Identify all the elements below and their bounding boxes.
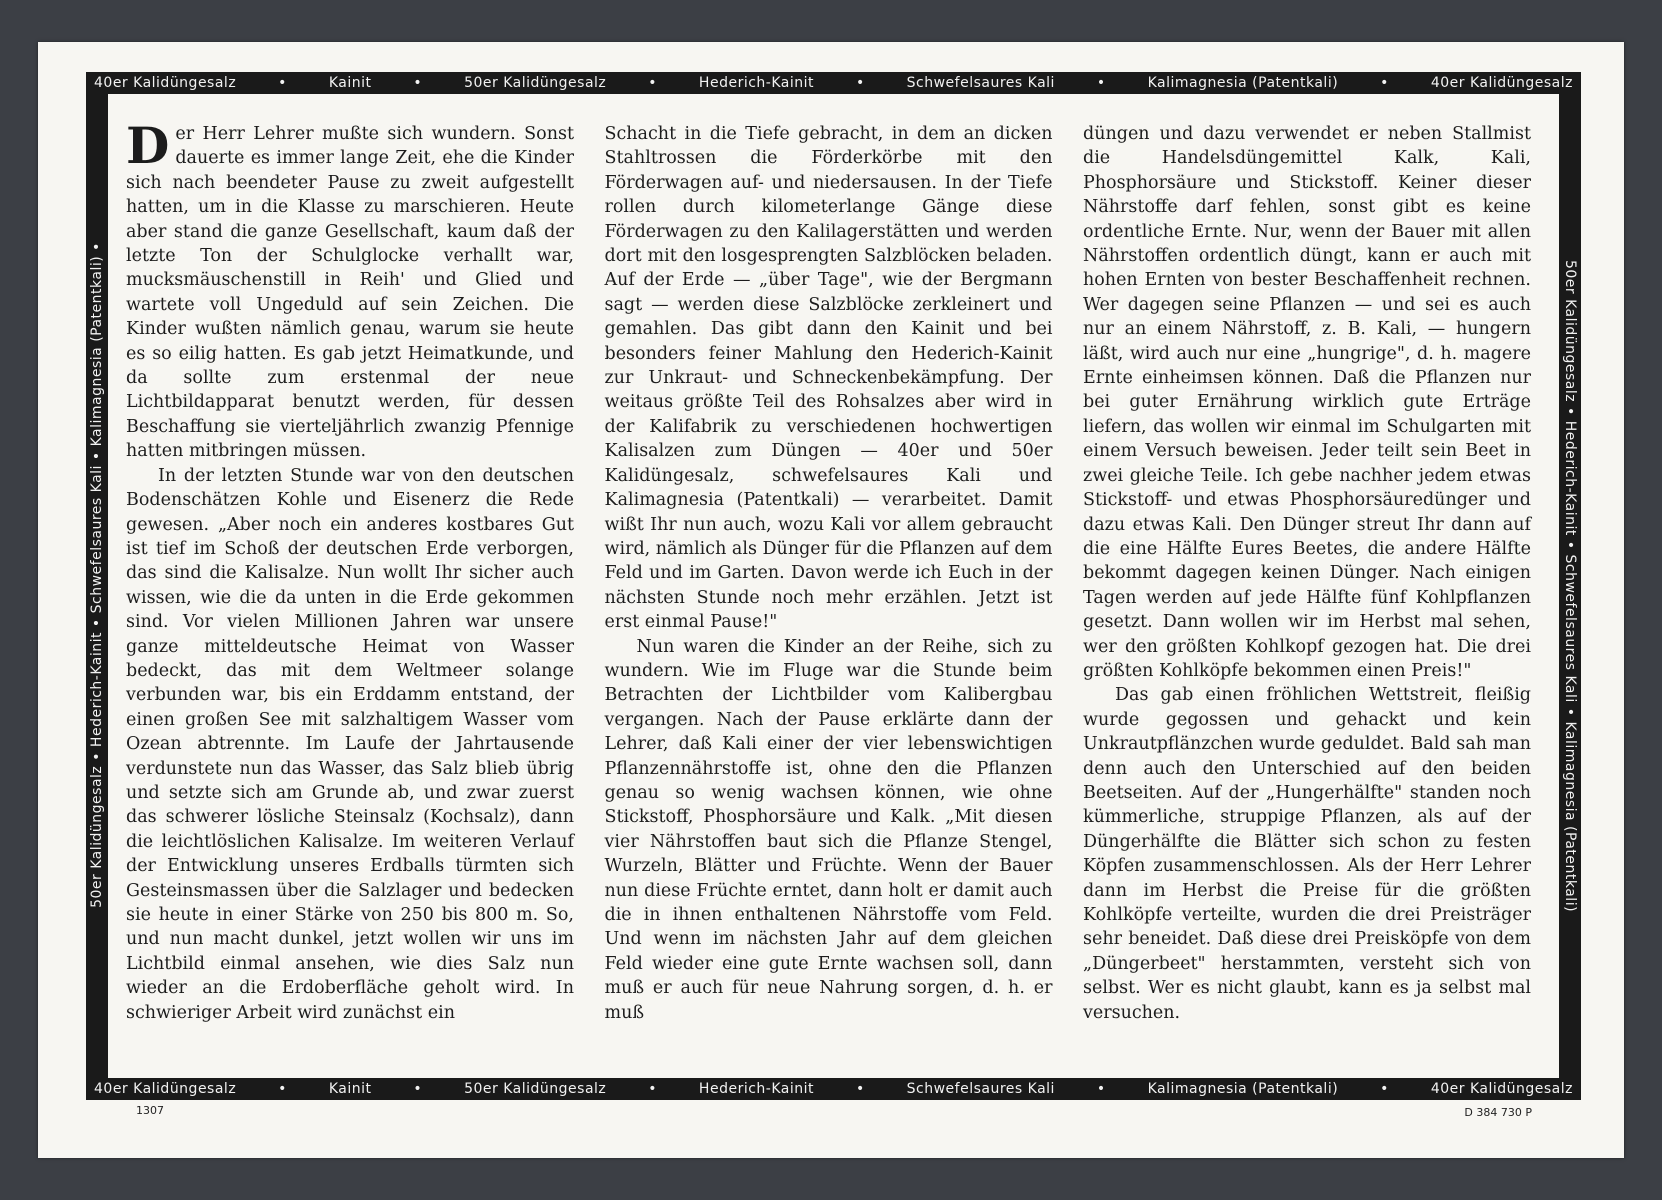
border-item: Schwefelsaures Kali [906,1081,1055,1097]
paragraph: Schacht in die Tiefe gebracht, in dem an dicken Stahltrossen die Förderkörbe mit den Förderwagen auf- und niedersausen. In der Tiefe rollen durch kilometerlange Gänge diese Förderwagen zu den Kalilagerstätten und werden dort mit den losgesprengten Salzblöcken beladen. Auf der Erde — „über Tage", wie der Bergmann sagt — werden diese Salzblöcke zerkleinert und gemahlen. Das gibt dann den Kainit und bei besonders feiner Mahlung den Hederich-Kainit zur Unkraut- und Schneckenbekämpfung. Der weitaus größte Teil des Rohsalzes aber wird in der Kalifabrik zu verschiedenen hochwertigen Kalisalzen zum Düngen — 40er und 50er Kalidüngesalz, schwefelsaures Kali und Kalimagnesia (Patentkali) — verarbeitet. Damit wißt Ihr nun auch, wozu Kali vor allem gebraucht wird, nämlich als Dünger für die Pflanzen auf dem Feld und im Garten. Davon werde ich Euch in der nächsten Stunde noch mehr erzählen. Jetzt ist erst einmal Pause!" [604,124,1053,633]
border-separator: • [1380,1081,1389,1097]
border-top-text [86,72,1581,94]
border-item: Kalimagnesia (Patentkali) [1147,1081,1339,1097]
border-item: Hederich-Kainit [698,1081,814,1097]
border-item: 50er Kalidüngesalz [464,75,607,91]
paragraph [126,116,574,464]
border-separator: • [1096,1081,1106,1097]
border-separator: • [413,1081,423,1097]
column-3 [1083,122,1531,1072]
border-item: 40er Kalidüngesalz [1430,1081,1573,1097]
postcard [38,42,1624,1158]
paragraph: Das gab einen fröhlichen Wettstreit, fleißig wurde gegossen und gehackt und kein Unkrautpflänzchen wurde geduldet. Bald sah man denn auch den Unterschied auf den beiden Beetseiten. Auf der „Hungerhälfte" standen noch kümmerliche, struppige Pflanzen, als auf der Düngerhälfte die Blätter sich schon zu festen Köpfen zusammenschlossen. Als der Herr Lehrer dann im Herbst die Preise für die größten Kohlköpfe verteilte, wurden die drei Preisträger sehr beneidet. Daß diese drei Preisköpfe von dem „Düngerbeet" herstammten, versteht sich von selbst. Wer es nicht glaubt, kann es ja selbst mal versuchen. [1083,685,1531,1023]
border-separator: • [1380,75,1389,91]
column-2 [605,122,1053,1072]
article-body [126,116,1531,1072]
border-separator: • [648,75,657,91]
border-item: Kainit [328,1081,372,1097]
border-item: 50er Kalidüngesalz [464,1081,607,1097]
border-item: 40er Kalidüngesalz [1430,75,1573,91]
border-item: Hederich-Kainit [698,75,814,91]
border-separator: • [278,75,287,91]
border-separator: • [648,1081,657,1097]
border-separator: • [278,1081,287,1097]
border-item: Schwefelsaures Kali [906,75,1055,91]
paragraph: düngen und dazu verwendet er neben Stallmist die Handelsdüngemittel Kalk, Kali, Phosphorsäure und Stickstoff. Keiner dieser Nährstoffe darf fehlen, sonst gibt es keine ordentliche Ernte. Nur, wenn der Bauer mit allen Nährstoffen ordentlich düngt, kann er auch mit hohen Ernten von bester Beschaffenheit rechnen. Wer dagegen seine Pflanzen — und sei es auch nur an einem Nährstoff, z. B. Kali, — hungern läßt, wird auch nur eine „hungrige", d. h. magere Ernte einheimsen können. Daß die Pflanzen nur bei guter Ernährung wirklich gute Erträge liefern, das wollen wir einmal im Schulgarten mit einem Versuch beweisen. Jeder teilt sein Beet in zwei gleiche Teile. Ich gebe nachher jedem etwas Stickstoff- und etwas Phosphorsäuredünger und dazu etwas Kali. Den Dünger streut Ihr dann auf die eine Hälfte Eures Beetes, die andere Hälfte bekommt dagegen keinen Dünger. Nach einigen Tagen werden auf jede Hälfte fünf Kohlpflanzen gesetzt. Dann wollen wir im Herbst mal sehen, wer den größten Kohlkopf gezogen hat. Die drei größten Kohlköpfe bekommen einen Preis!" [1083,124,1531,681]
drop-cap: D [126,116,170,175]
column-1 [126,116,574,1072]
border-left-text: 50er Kalidüngesalz • Hederich-Kainit • Schwefelsaures Kali • Kalimagnesia (Patentkali) • [89,242,105,908]
border-bottom-text [86,1078,1581,1100]
border-separator: • [1096,75,1106,91]
border-item: 40er Kalidüngesalz [94,1081,237,1097]
paragraph-text: er Herr Lehrer mußte sich wundern. Sonst dauerte es immer lange Zeit, ehe die Kinder sich nach beendeter Pause zu zweit aufgestellt hatten, um in die Klasse zu marschieren. Heute aber stand die ganze Gesellschaft, kaum daß der letzte Ton der Schulglocke verhallt war, mucksmäuschenstill in Reih' und Glied und wartete voll Ungeduld auf sein Zeichen. Die Kinder wußten nämlich genau, warum sie heute es so eilig hatten. Es gab jetzt Heimatkunde, und da sollte zum erstenmal der neue Lichtbildapparat benutzt werden, für dessen Beschaffung sie vierteljährlich zwanzig Pfennige hatten mitbringen müssen. [126,124,574,462]
border-item: Kalimagnesia (Patentkali) [1147,75,1339,91]
border-item: 40er Kalidüngesalz [94,75,237,91]
border-separator: • [855,1081,865,1097]
catalog-number: D 384 730 P [1464,1106,1532,1119]
paragraph: In der letzten Stunde war von den deutschen Bodenschätzen Kohle und Eisenerz die Rede gewesen. „Aber noch ein anderes kostbares Gut ist tief im Schoß der deutschen Erde verborgen, das sind die Kalisalze. Nun wollt Ihr sicher auch wissen, wie die da unten in die Erde gekommen sind. Vor vielen Millionen Jahren war unsere ganze mitteldeutsche Heimat von Wasser bedeckt, das mit dem Weltmeer solange verbunden war, bis ein Erddamm entstand, der einen großen See mit salzhaltigem Wasser vom Ozean abtrennte. Im Laufe der Jahrtausende verdunstete nun das Wasser, das Salz blieb übrig und setzte sich am Grunde ab, und zwar zuerst das schwerer lösliche Steinsalz (Kochsalz), dann die leichtlöslichen Kalisalze. Im weiteren Verlauf der Entwicklung unseres Erdballs türmten sich Gesteinsmassen über die Salzlager und bedecken sie heute in einer Stärke von 250 bis 800 m. So, und nun macht dunkel, jetzt wollen wir uns im Lichtbild einmal ansehen, wie dies Salz nun wieder an die Erdoberfläche geholt wird. In schwieriger Arbeit wird zunächst ein [126,465,574,1023]
border-right-text: 50er Kalidüngesalz • Hederich-Kainit • Schwefelsaures Kali • Kalimagnesia (Patentkali) [1562,259,1578,913]
border-item: Kainit [328,75,372,91]
border-separator: • [413,75,423,91]
paragraph: Nun waren die Kinder an der Reihe, sich zu wundern. Wie im Fluge war die Stunde beim Betrachten der Lichtbilder vom Kalibergbau vergangen. Nach der Pause erklärte dann der Lehrer, daß Kali einer der vier lebenswichtigen Pflanzennährstoffe ist, ohne den die Pflanzen genau so wenig wachsen können, wie ohne Stickstoff, Phosphorsäure und Kalk. „Mit diesen vier Nährstoffen baut sich die Pflanze Stengel, Wurzeln, Blätter und Früchte. Wenn der Bauer nun diese Früchte erntet, dann holt er damit auch die in ihnen enthaltenen Nährstoffe vom Feld. Und wenn im nächsten Jahr auf dem gleichen Feld wieder eine gute Ernte wachsen soll, dann muß er auch für neue Nahrung sorgen, d. h. er muß [604,636,1053,1023]
border-separator: • [855,75,865,91]
print-number: 1307 [136,1104,164,1117]
